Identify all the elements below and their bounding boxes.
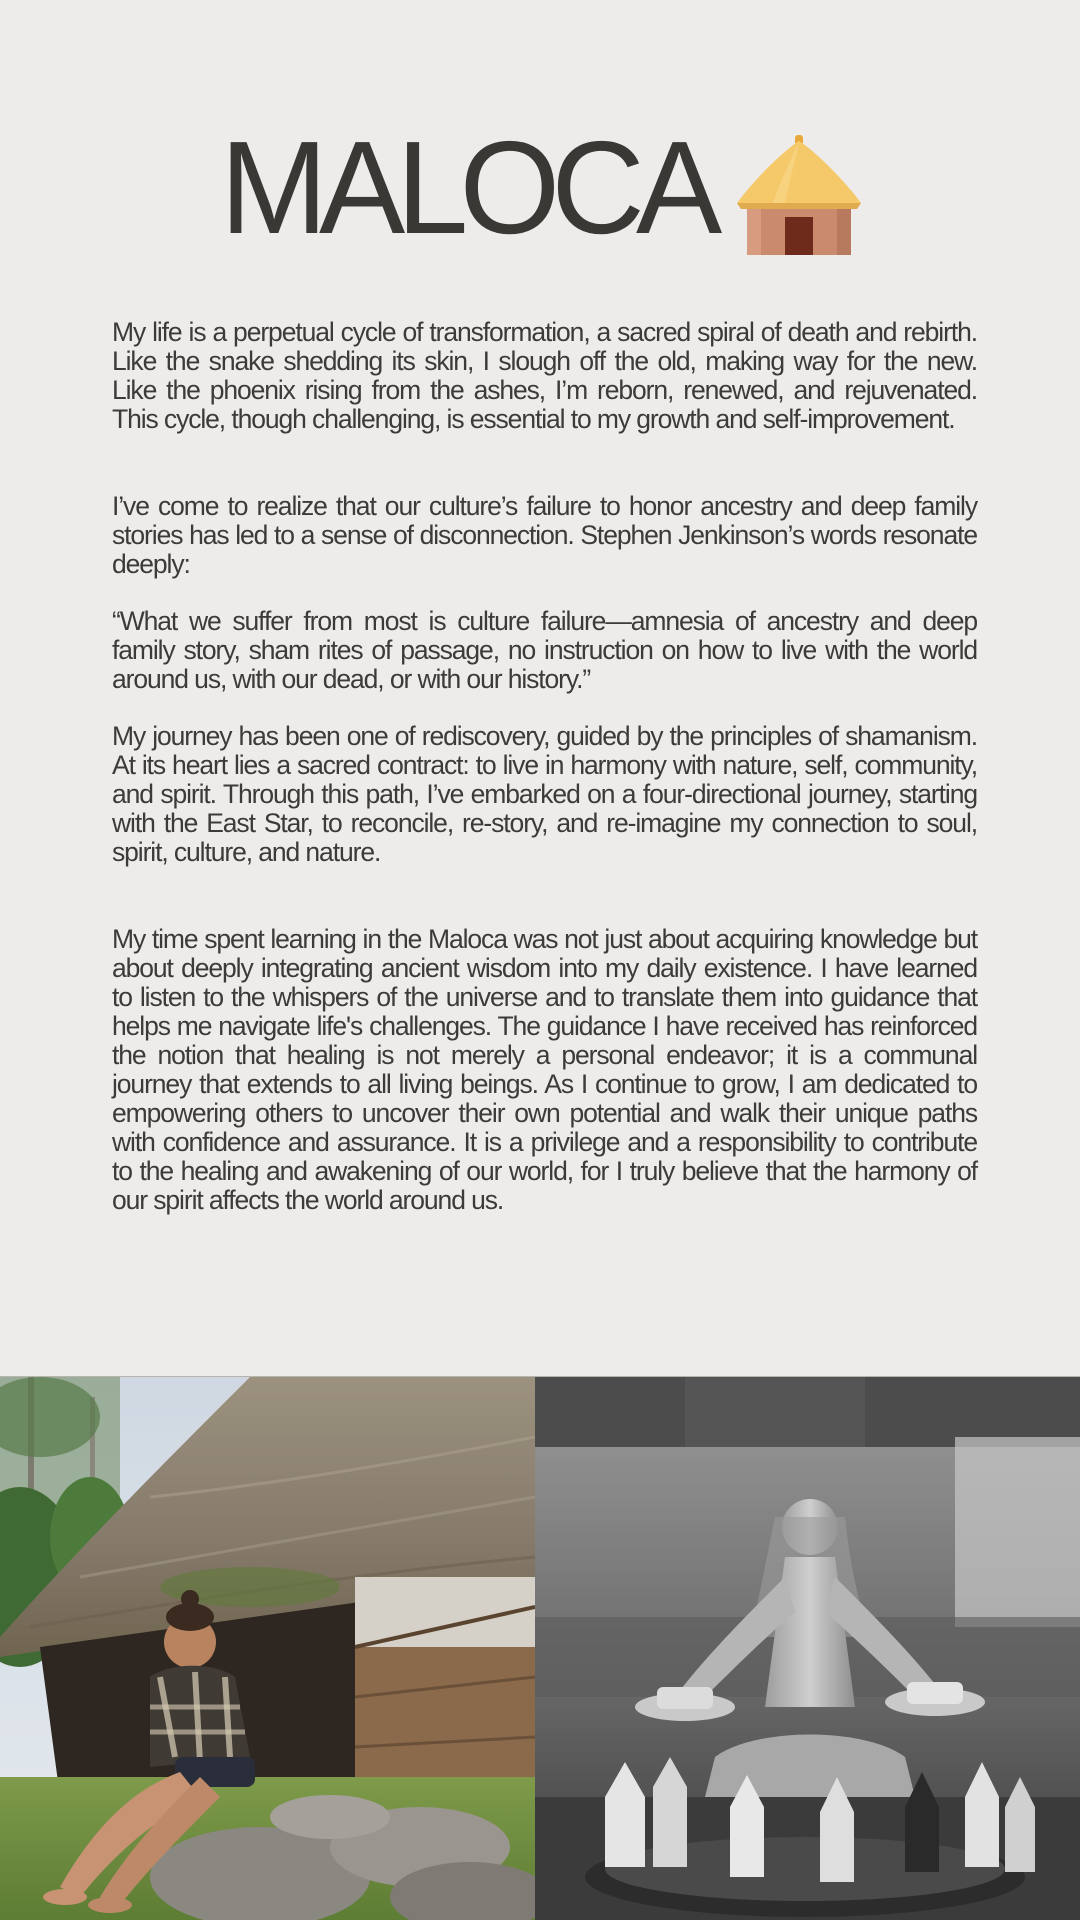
photo-woman-at-thatched-hut [0,1377,535,1920]
article-body [112,318,977,1215]
photo-strip [0,1376,1080,1920]
paragraph-maloca-learning: My time spent learning in the Maloca was not just about acquiring knowledge but about deeply integrating ancient wisdom into my daily existence. I have learned to listen to the whispers of the universe and to translate them into guidance that helps me navigate life's challenges. The guidance I have received has reinforced the notion that healing is not merely a personal endeavor; it is a communal journey that extends to all living beings. As I continue to grow, I am dedicated to empowering others to uncover their own potential and walk their unique paths with confidence and assurance. It is a privilege and a responsibility to contribute to the healing and awakening of our world, for I truly believe that the harmony of our spirit affects the world around us. [112,924,977,1215]
page-title: MALOCA [220,114,714,261]
paragraph-transformation: My life is a perpetual cycle of transformation, a sacred spiral of death and rebirth. Like the snake shedding its skin, I slough off the old, making way for the new. Like the phoenix rising from the ashes, I’m reborn, renewed, and rejuvenated. This cycle, though challenging, is essential to my growth and self-improvement. [112,317,977,434]
page-header [0,114,1080,261]
photo-goddess-statue-with-crystals [535,1377,1080,1920]
paragraph-journey: My journey has been one of rediscovery, guided by the principles of shamanism. At its heart lies a sacred contract: to live in harmony with nature, self, community, and spirit. Through this path, I’ve embarked on a four-directional journey, starting with the East Star, to reconcile, re-story, and re-imagine my connection to soul, spirit, culture, and nature. [112,721,977,867]
paragraph-quote: “What we suffer from most is culture failure—amnesia of ancestry and deep family story, sham rites of passage, no instruction on how to live with the world around us, with our dead, or with our history.” [112,606,977,694]
paragraph-culture: I’ve come to realize that our culture’s failure to honor ancestry and deep family stories has led to a sense of disconnection. Stephen Jenkinson’s words resonate deeply: [112,491,977,579]
hut-icon [733,129,865,261]
